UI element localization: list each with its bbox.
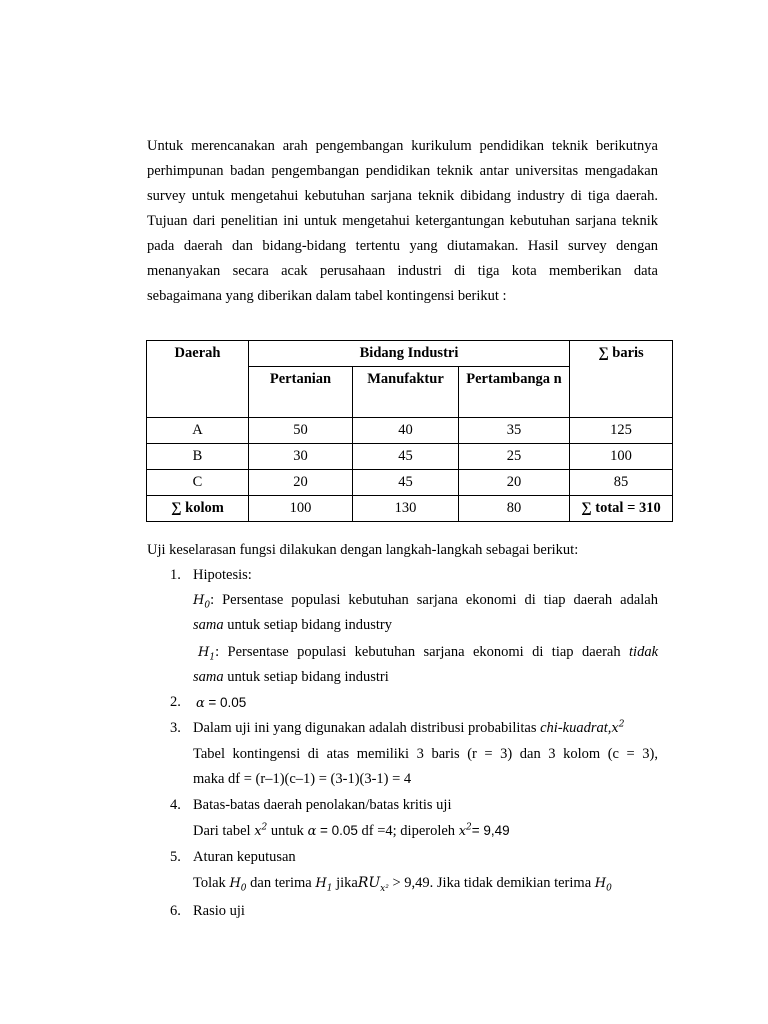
table-cell: C (147, 470, 249, 496)
table-cell: B (147, 444, 249, 470)
h1-line-2: sama untuk setiap bidang industri (193, 669, 389, 685)
table-cell: 125 (570, 418, 673, 444)
total-cell: 80 (459, 496, 570, 522)
table-row (147, 418, 673, 444)
table-cell: 40 (353, 418, 459, 444)
header-manufaktur: Manufaktur (353, 367, 459, 418)
step-5-title: Aturan keputusan (193, 849, 296, 865)
table-cell: A (147, 418, 249, 444)
step-number: 3. (170, 720, 181, 736)
step-3-line-2: Tabel kontingensi di atas memiliki 3 baris (r = 3) dan 3 kolom (c = 3), (193, 746, 658, 762)
h0-line: $H_0$: Persentase populasi kebutuhan sarjana ekonomi di tiap daerah adalah (193, 592, 658, 611)
step-number: 5. (170, 849, 181, 865)
steps-lead: Uji keselarasan fungsi dilakukan dengan langkah-langkah sebagai berikut: (147, 542, 579, 558)
step-3-line: Dalam uji ini yang digunakan adalah distribusi probabilitas chi-$kuadrat,x^2$ (193, 719, 625, 736)
table-total-row (147, 496, 673, 522)
table-cell: 25 (459, 444, 570, 470)
total-label: ∑ kolom (147, 496, 249, 522)
step-4-title: Batas-batas daerah penolakan/batas kritis uji (193, 797, 452, 813)
ru-symbol: $RU_{x^2}$ (357, 875, 389, 894)
step-1-title: Hipotesis: (193, 567, 252, 583)
grand-total: ∑ total = 310 (570, 496, 673, 522)
h0-line-2: sama untuk setiap bidang industry (193, 617, 392, 633)
header-bidang-industri: Bidang Industri (249, 341, 570, 367)
alpha-line: α = 0.05 (196, 695, 247, 711)
table-cell: 85 (570, 470, 673, 496)
h1-line: $H_1$: Persentase populasi kebutuhan sarjana ekonomi di tiap daerah tidak (198, 644, 659, 663)
table-cell: 50 (249, 418, 353, 444)
table-cell: 20 (249, 470, 353, 496)
total-cell: 130 (353, 496, 459, 522)
table-cell: 100 (570, 444, 673, 470)
chi-square-symbol: $x^2$ (611, 719, 625, 736)
step-6-title: Rasio uji (193, 903, 245, 919)
table-row (147, 470, 673, 496)
alpha-symbol: α (196, 696, 205, 711)
step-5-line-2: Tolak $H_0$ dan terima $H_1$ jikaRU$_{x^2}$ > 9,49. Jika tidak demikian terima $H_0$ (193, 875, 612, 894)
table-cell: 45 (353, 444, 459, 470)
table-cell: 20 (459, 470, 570, 496)
header-daerah: Daerah (147, 341, 249, 418)
table-cell: 35 (459, 418, 570, 444)
intro-paragraph: Untuk merencanakan arah pengembangan kurikulum pendidikan teknik berikutnya perhimpunan badan pengembangan pendidikan teknik antar universitas mengadakan survey untuk mengetahui kebutuhan sarjana teknik dibidang industry di tiga daerah. Tujuan dari penelitian ini untuk mengetahui ketergantungan kebutuhan sarjana teknik pada daerah dan bidang-bidang tertentu yang diutamakan. Hasil survey dengan menanyakan secara acak perusahaan industri di tiga kota memberikan data sebagaimana yang diberikan dalam tabel kontingensi berikut : (147, 138, 658, 304)
step-number: 2. (170, 694, 181, 710)
h0-symbol: $H_0$ (193, 593, 211, 611)
header-pertambangan: Pertambanga n (459, 367, 570, 418)
total-cell: 100 (249, 496, 353, 522)
step-number: 1. (170, 567, 181, 583)
table-row (147, 444, 673, 470)
contingency-table (146, 340, 673, 522)
step-4-line-2: Dari tabel $x^2$ untuk α = 0.05 df =4; diperoleh $x^2= 9,49$ (193, 822, 510, 839)
table-cell: 45 (353, 470, 459, 496)
header-sum-baris: ∑ baris (570, 341, 673, 418)
table-header-row (147, 341, 673, 367)
step-number: 4. (170, 797, 181, 813)
h1-symbol: $H_1$ (198, 645, 216, 663)
header-pertanian: Pertanian (249, 367, 353, 418)
table-cell: 30 (249, 444, 353, 470)
step-3-line-3: maka df = (r–1)(c–1) = (3-1)(3-1) = 4 (193, 771, 412, 787)
step-number: 6. (170, 903, 181, 919)
